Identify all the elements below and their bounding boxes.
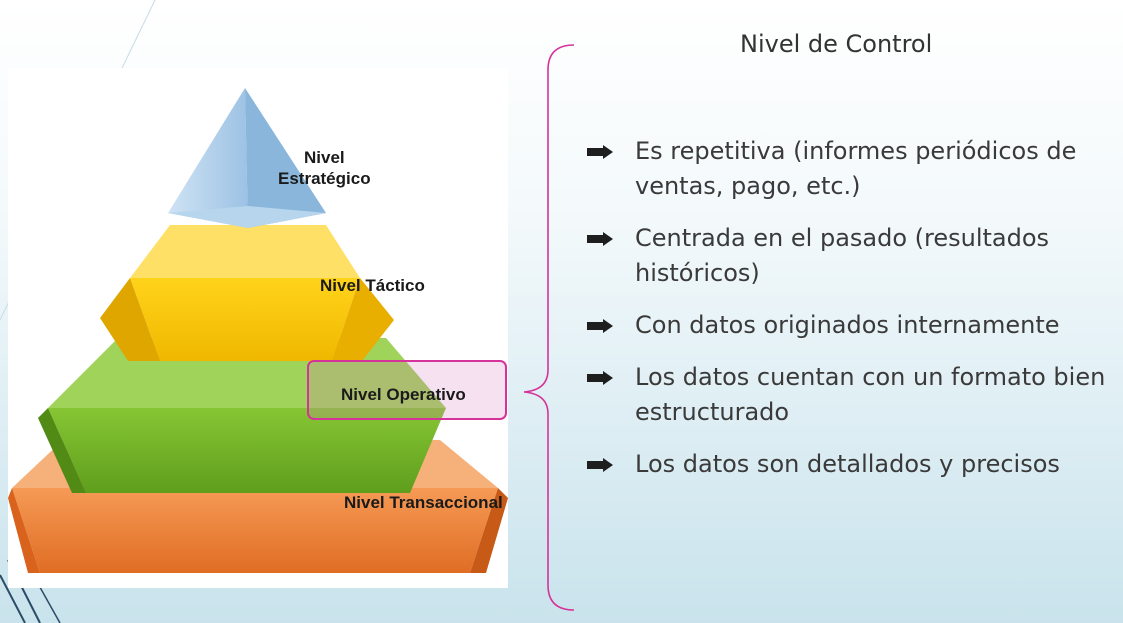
arrow-bullet-icon — [587, 232, 613, 246]
arrow-bullet-icon — [587, 319, 613, 333]
bullet-item — [585, 308, 1115, 343]
level-label-estrategico-line1: Nivel — [304, 148, 345, 167]
bullet-text: Es repetitiva (informes periódicos de ventas, pago, etc.) — [635, 137, 1077, 200]
bullet-item — [585, 134, 1115, 204]
level-label-estrategico — [268, 147, 398, 189]
curly-brace — [518, 40, 578, 615]
bullet-item — [585, 221, 1115, 291]
bullet-text: Los datos son detallados y precisos — [635, 450, 1060, 478]
bullet-text: Centrada en el pasado (resultados históricos) — [635, 224, 1050, 287]
arrow-bullet-icon — [587, 458, 613, 472]
bullet-list — [585, 134, 1115, 499]
arrow-bullet-icon — [587, 145, 613, 159]
panel-title: Nivel de Control — [740, 30, 933, 58]
bullet-text: Con datos originados internamente — [635, 311, 1060, 339]
bullet-text: Los datos cuentan con un formato bien estructurado — [635, 363, 1106, 426]
pyramid-diagram — [8, 68, 508, 588]
level-label-transaccional: Nivel Transaccional — [344, 493, 503, 512]
arrow-bullet-icon — [587, 371, 613, 385]
bullet-item — [585, 447, 1115, 482]
bullet-item — [585, 360, 1115, 430]
level-label-tactico: Nivel Táctico — [320, 276, 425, 295]
level-label-operativo: Nivel Operativo — [341, 385, 466, 404]
level-label-estrategico-line2: Estratégico — [278, 169, 371, 188]
